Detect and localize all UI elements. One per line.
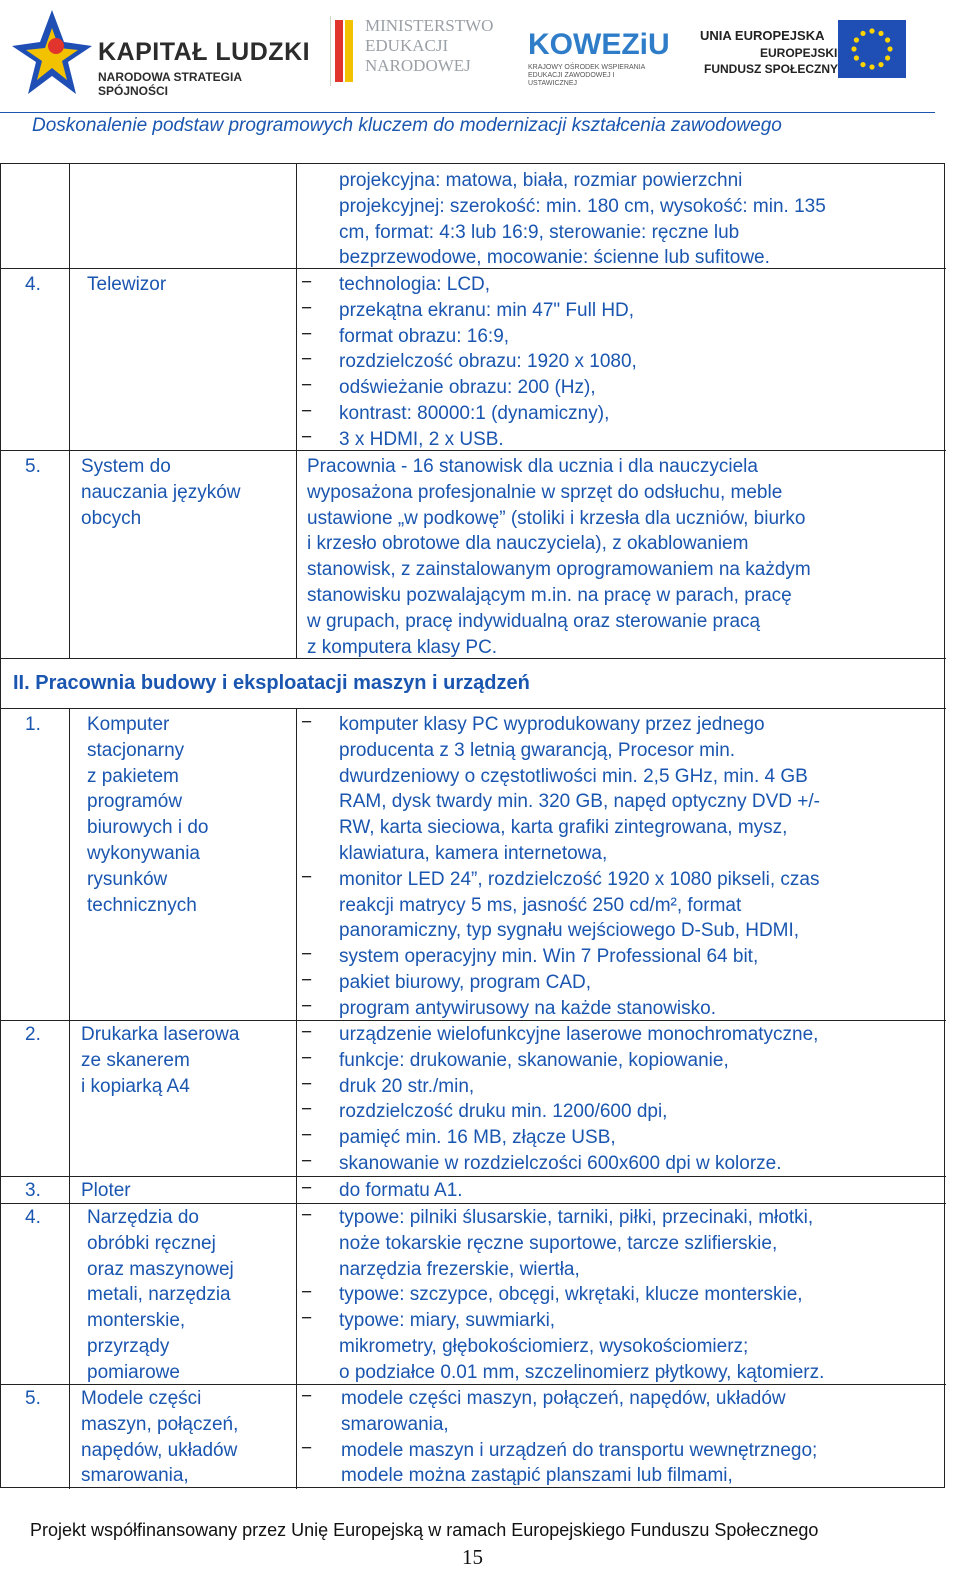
item-spec: typowe: szczypce, obcęgi, wkrętaki, klucze monterskie, — [339, 1284, 803, 1306]
item-spec: w grupach, pracę indywidualną oraz sterowanie pracą — [307, 610, 761, 632]
item-spec: dwurdzeniowy o częstotliwości min. 2,5 GHz, min. 4 GB — [339, 765, 808, 787]
eu-star — [885, 55, 890, 60]
item-name: Drukarka laserowa — [81, 1024, 240, 1045]
bullet-dash: − — [301, 1047, 313, 1069]
koweziu-logo — [520, 20, 670, 87]
ministry-logo — [330, 16, 505, 86]
eu-star — [860, 31, 865, 36]
ministry-line-3: NARODOWEJ — [365, 56, 471, 75]
eu-star — [851, 46, 856, 51]
bullet-dash: − — [301, 1205, 313, 1226]
item-spec: modele maszyn i urządzeń do transportu wewnętrznego; — [341, 1439, 818, 1461]
column-divider — [296, 708, 297, 1489]
column-divider — [296, 164, 297, 658]
item-name: nauczania języków — [81, 481, 241, 503]
item-spec: stanowisku pozwalającym m.in. na pracę w parach, pracę — [307, 585, 792, 606]
item-spec: odświeżanie obrazu: 200 (Hz), — [339, 377, 596, 399]
bullet-dash: − — [301, 272, 313, 293]
bullet-dash: − — [301, 1437, 313, 1459]
item-name: ze skanerem — [81, 1049, 190, 1071]
eu-star — [869, 28, 874, 33]
item-spec: funkcje: drukowanie, skanowanie, kopiowanie, — [339, 1049, 729, 1071]
item-name: obcych — [81, 507, 142, 529]
eu-line-1: UNIA EUROPEJSKA — [700, 28, 825, 43]
kapital-ludzki-logo — [12, 6, 312, 98]
kapital-ludzki-star-icon — [12, 6, 92, 98]
item-spec: druk 20 str./min, — [339, 1075, 475, 1097]
item-name: z pakietem — [87, 765, 179, 787]
item-name: maszyn, połączeń, — [81, 1413, 239, 1435]
item-name: Modele części — [81, 1388, 202, 1409]
eu-star — [869, 64, 874, 69]
item-name: pomiarowe — [87, 1361, 180, 1383]
item-spec: program antywirusowy na każde stanowisko. — [339, 997, 717, 1019]
row-number: 4. — [25, 1207, 41, 1228]
bullet-dash: − — [301, 426, 313, 448]
item-spec: pamięć min. 16 MB, złącze USB, — [339, 1127, 616, 1149]
bullet-dash: − — [301, 970, 313, 991]
item-spec: urządzenie wielofunkcyjne laserowe monochromatyczne, — [339, 1024, 819, 1045]
kapital-ludzki-title: KAPITAŁ LUDZKI — [98, 38, 311, 66]
header-divider — [0, 112, 935, 113]
item-spec: 3 x HDMI, 2 x USB. — [339, 428, 504, 450]
bullet-dash: − — [301, 323, 313, 345]
item-spec: kontrast: 80000:1 (dynamiczny), — [339, 403, 610, 424]
item-name: Ploter — [81, 1180, 131, 1201]
item-name: monterskie, — [87, 1310, 186, 1332]
bullet-dash: − — [301, 297, 313, 319]
bullet-dash: − — [301, 349, 313, 371]
bullet-dash: − — [301, 944, 313, 966]
item-name: Narzędzia do — [87, 1207, 199, 1228]
item-spec: system operacyjny min. Win 7 Professional 64 bit, — [339, 946, 759, 968]
eu-logo — [700, 24, 940, 86]
eu-line-3: FUNDUSZ SPOŁECZNY — [704, 62, 839, 76]
item-spec: projekcyjnej: szerokość: min. 180 cm, wysokość: min. 135 — [339, 195, 826, 217]
row-number: 1. — [25, 714, 41, 735]
item-name: oraz maszynowej — [87, 1258, 234, 1280]
item-name: stacjonarny — [87, 739, 185, 761]
bullet-dash: − — [301, 1099, 313, 1121]
eu-star — [854, 55, 859, 60]
kapital-ludzki-subtitle: NARODOWA STRATEGIA SPÓJNOŚCI — [98, 70, 242, 98]
item-spec: modele można zastąpić planszami lub filmami, — [341, 1465, 733, 1487]
item-spec: mikrometry, głębokościomierz, wysokościomierz; — [339, 1336, 749, 1357]
item-spec: RAM, dysk twardy min. 320 GB, napęd optyczny DVD +/- — [339, 791, 820, 813]
item-spec: reakcji matrycy 5 ms, jasność 250 cd/m², format — [339, 894, 742, 916]
row-number: 4. — [25, 274, 41, 295]
bullet-dash: − — [301, 1178, 313, 1199]
row-divider — [1, 1384, 946, 1385]
bullet-dash: − — [301, 1073, 313, 1095]
item-spec: narzędzia frezerskie, wiertła, — [339, 1258, 580, 1280]
item-spec: projekcyjna: matowa, biała, rozmiar powierzchni — [339, 170, 743, 191]
bullet-dash: − — [301, 1151, 313, 1172]
eu-flag-icon — [838, 20, 906, 78]
item-name: rysunków — [87, 868, 168, 890]
bullet-dash: − — [301, 712, 313, 733]
item-spec: i krzesło obrotowe dla nauczyciela), z okablowaniem — [307, 533, 749, 555]
item-name: technicznych — [87, 894, 197, 916]
item-spec: z komputera klasy PC. — [307, 636, 498, 658]
item-spec: format obrazu: 16:9, — [339, 325, 510, 347]
bullet-dash: − — [301, 375, 313, 397]
item-spec: rozdzielczość druku min. 1200/600 dpi, — [339, 1101, 668, 1123]
eu-star — [860, 62, 865, 67]
item-name: obróbki ręcznej — [87, 1232, 216, 1254]
koweziu-title: KOWEZiU — [528, 28, 670, 61]
item-name: przyrządy — [87, 1336, 170, 1357]
item-spec: klawiatura, kamera internetowa, — [339, 843, 608, 864]
footer-text: Projekt współfinansowany przez Unię Europejską w ramach Europejskiego Funduszu Społecznego — [30, 1520, 819, 1540]
bullet-dash: − — [301, 1308, 313, 1330]
ministry-line-2: EDUKACJI — [365, 36, 449, 55]
item-name: i kopiarką A4 — [81, 1075, 190, 1097]
bullet-dash: − — [301, 1022, 313, 1043]
eu-star — [878, 62, 883, 67]
row-divider — [1, 1203, 946, 1204]
row-divider — [1, 658, 946, 659]
eu-line-2: EUROPEJSKI — [760, 46, 838, 60]
section-divider — [1, 708, 946, 709]
page-number: 15 — [462, 1545, 483, 1569]
column-divider — [69, 164, 70, 658]
item-spec: wyposażona profesjonalnie w sprzęt do odsłuchu, meble — [307, 481, 783, 503]
item-spec: do formatu A1. — [339, 1180, 463, 1201]
eu-star — [878, 31, 883, 36]
eu-star — [885, 37, 890, 42]
item-name: programów — [87, 791, 183, 813]
bullet-dash: − — [301, 1386, 313, 1407]
item-spec: monitor LED 24”, rozdzielczość 1920 x 1080 pikseli, czas — [339, 868, 820, 890]
item-spec: ustawione „w podkowę” (stoliki i krzesła dla uczniów, biurko — [307, 507, 806, 529]
column-divider — [69, 708, 70, 1489]
item-spec: Pracownia - 16 stanowisk dla ucznia i dla nauczyciela — [307, 456, 758, 477]
bullet-dash: − — [301, 401, 313, 422]
eu-star — [854, 37, 859, 42]
item-spec: cm, format: 4:3 lub 16:9, sterowanie: ręczne lub — [339, 221, 740, 243]
ministry-line-1: MINISTERSTWO — [365, 16, 494, 35]
item-spec: komputer klasy PC wyprodukowany przez jednego — [339, 714, 765, 735]
item-spec: stanowisk, z zainstalowanym oprogramowaniem na każdym — [307, 559, 811, 581]
row-divider — [1, 1176, 946, 1177]
row-divider — [1, 1020, 946, 1021]
item-name: Telewizor — [87, 274, 167, 295]
item-spec: typowe: miary, suwmiarki, — [339, 1310, 556, 1332]
row-number: 5. — [25, 1388, 41, 1409]
item-spec: panoramiczny, typ sygnału wejściowego D-Sub, HDMI, — [339, 920, 800, 942]
item-name: wykonywania — [87, 843, 200, 864]
item-name: metali, narzędzia — [87, 1284, 231, 1306]
bullet-dash: − — [301, 866, 313, 888]
item-name: Komputer — [87, 714, 170, 735]
bullet-dash: − — [301, 995, 313, 1017]
equipment-table — [0, 163, 945, 1488]
item-name: napędów, układów — [81, 1439, 238, 1461]
item-name: smarowania, — [81, 1465, 189, 1487]
bullet-dash: − — [301, 1125, 313, 1147]
item-spec: typowe: pilniki ślusarskie, tarniki, piłki, przecinaki, młotki, — [339, 1207, 814, 1228]
row-number: 5. — [25, 456, 41, 477]
section-title: II. Pracownia budowy i eksploatacji maszyn i urządzeń — [13, 672, 530, 694]
item-name: System do — [81, 456, 171, 477]
item-spec: smarowania, — [341, 1413, 449, 1435]
page-subtitle: Doskonalenie podstaw programowych kluczem do modernizacji kształcenia zawodowego — [32, 115, 782, 136]
item-spec: noże tokarskie ręczne suportowe, tarcze szlifierskie, — [339, 1232, 778, 1254]
item-spec: modele części maszyn, połączeń, napędów, układów — [341, 1388, 786, 1409]
item-spec: technologia: LCD, — [339, 274, 491, 295]
ministry-emblem-icon — [331, 16, 359, 86]
row-divider — [1, 450, 946, 451]
item-spec: pakiet biurowy, program CAD, — [339, 972, 592, 993]
eu-star — [887, 46, 892, 51]
koweziu-subtitle: KRAJOWY OŚRODEK WSPIERANIA EDUKACJI ZAWODOWEJ I USTAWICZNEJ — [528, 64, 645, 87]
item-spec: o podziałce 0.01 mm, szczelinomierz płytkowy, kątomierz. — [339, 1361, 825, 1383]
bullet-dash: − — [301, 1282, 313, 1304]
item-spec: bezprzewodowe, mocowanie: ścienne lub sufitowe. — [339, 247, 770, 269]
item-spec: producenta z 3 letnią gwarancją, Procesor min. — [339, 739, 736, 761]
item-spec: RW, karta sieciowa, karta grafiki zintegrowana, mysz, — [339, 817, 788, 839]
item-spec: rozdzielczość obrazu: 1920 x 1080, — [339, 351, 637, 373]
row-divider — [1, 268, 946, 269]
item-spec: przekątna ekranu: min 47" Full HD, — [339, 299, 635, 321]
item-name: biurowych i do — [87, 817, 209, 839]
item-spec: skanowanie w rozdzielczości 600x600 dpi w kolorze. — [339, 1153, 782, 1174]
row-number: 3. — [25, 1180, 41, 1201]
row-number: 2. — [25, 1024, 41, 1045]
